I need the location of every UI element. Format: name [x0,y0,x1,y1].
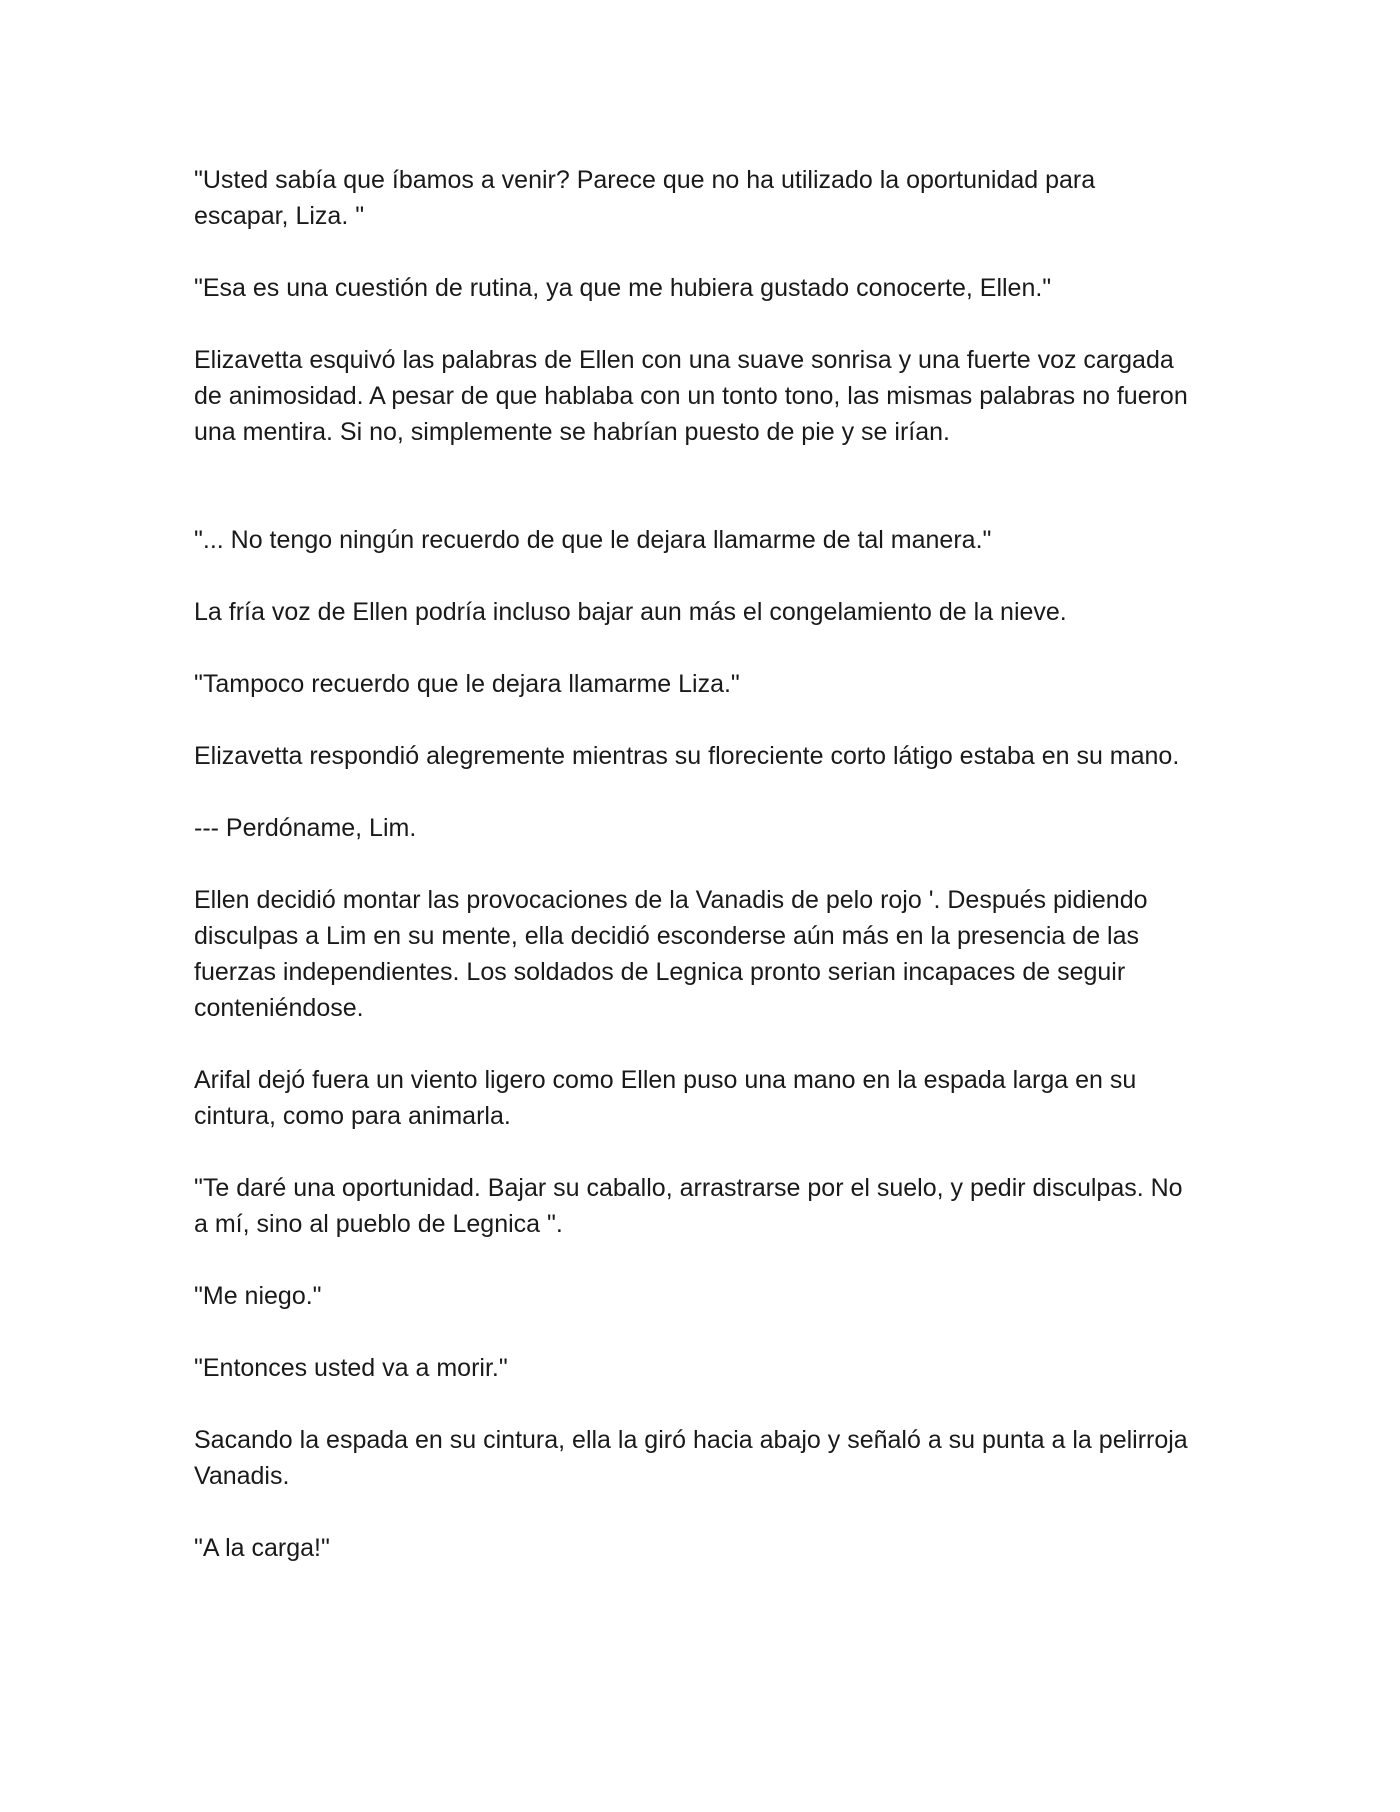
paragraph: "Esa es una cuestión de rutina, ya que me hubiera gustado conocerte, Ellen." [194,274,1052,302]
paragraph: Elizavetta esquivó las palabras de Ellen con una suave sonrisa y una fuerte voz cargada de animosidad. A pesar de que hablaba con un tonto tono, las mismas palabras no fueron una mentira. Si no, simplemente se habrían puesto de pie y se irían. [194,346,1188,446]
paragraph: "Te daré una oportunidad. Bajar su caballo, arrastrarse por el suelo, y pedir disculpas. No a mí, sino al pueblo de Legnica ". [194,1174,1183,1238]
paragraph: Ellen decidió montar las provocaciones de la Vanadis de pelo rojo '. Después pidiendo disculpas a Lim en su mente, ella decidió esconderse aún más en la presencia de las fuerzas independientes. Los soldados de Legnica pronto serian incapaces de seguir conteniéndose. [194,886,1148,1022]
paragraph: "Tampoco recuerdo que le dejara llamarme Liza." [194,670,740,698]
paragraph: Arifal dejó fuera un viento ligero como Ellen puso una mano en la espada larga en su cintura, como para animarla. [194,1066,1137,1130]
paragraph: Elizavetta respondió alegremente mientras su floreciente corto látigo estaba en su mano. [194,742,1180,770]
paragraph: "Usted sabía que íbamos a venir? Parece que no ha utilizado la oportunidad para escapar, Liza. " [194,166,1096,230]
paragraph: "Me niego." [194,1282,322,1310]
paragraph: La fría voz de Ellen podría incluso bajar aun más el congelamiento de la nieve. [194,598,1067,626]
paragraph: "A la carga!" [194,1534,330,1562]
paragraph: --- Perdóname, Lim. [194,814,417,842]
paragraph: "... No tengo ningún recuerdo de que le dejara llamarme de tal manera." [194,526,992,554]
paragraph: "Entonces usted va a morir." [194,1354,508,1382]
document-body [194,162,1194,1602]
paragraph: Sacando la espada en su cintura, ella la giró hacia abajo y señaló a su punta a la pelirroja Vanadis. [194,1426,1188,1490]
